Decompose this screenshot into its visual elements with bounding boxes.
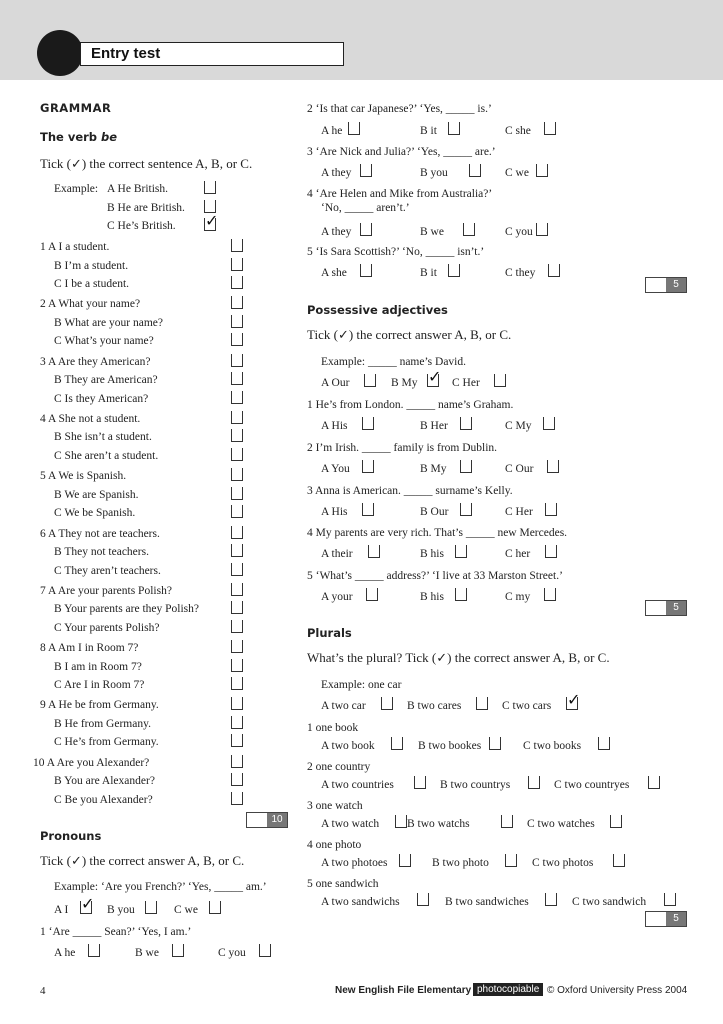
option-c: C we	[505, 167, 529, 179]
score-value: 10	[267, 813, 287, 827]
verb-be-option: B You are Alexander?	[54, 775, 155, 788]
answer-box[interactable]	[231, 601, 243, 614]
option-c: C we	[174, 904, 198, 916]
option-a: A two sandwichs	[321, 896, 400, 908]
question-text: 1 He’s from London. _____ name’s Graham.	[307, 399, 514, 411]
answer-box[interactable]	[360, 264, 372, 277]
option-c: C two photos	[532, 857, 594, 869]
verb-be-option: B I am in Room 7?	[54, 660, 142, 673]
verb-be-option: 5 A We is Spanish.	[40, 470, 127, 483]
score-value: 5	[666, 912, 686, 926]
option-b: B My	[391, 377, 418, 389]
option-a: A His	[321, 506, 348, 518]
answer-box[interactable]	[414, 776, 426, 789]
option-a: A two watch	[321, 818, 380, 830]
title-box	[80, 42, 344, 66]
answer-box[interactable]	[231, 354, 243, 367]
answer-box[interactable]	[231, 468, 243, 481]
answer-box[interactable]	[231, 429, 243, 442]
verb-be-option: B She isn’t a student.	[54, 431, 152, 444]
answer-box[interactable]	[460, 417, 472, 430]
answer-box[interactable]	[476, 697, 488, 710]
answer-box[interactable]	[460, 460, 472, 473]
answer-box[interactable]	[547, 460, 559, 473]
option-a: A Our	[321, 377, 350, 389]
answer-box[interactable]	[489, 737, 501, 750]
option-a: A I	[54, 904, 69, 916]
verb-be-option: 10 A Are you Alexander?	[33, 756, 150, 769]
question-text: 5 one sandwich	[307, 878, 379, 890]
answer-box[interactable]	[204, 218, 216, 231]
option-b: B you	[420, 167, 448, 179]
answer-box[interactable]	[362, 503, 374, 516]
option-a: A You	[321, 463, 350, 475]
question-text: 2 ‘Is that car Japanese?’ ‘Yes, _____ is.’	[307, 103, 492, 115]
option-a: A she	[321, 267, 347, 279]
option-a: A two car	[321, 700, 366, 712]
answer-box[interactable]	[610, 815, 622, 828]
answer-box[interactable]	[172, 944, 184, 957]
answer-box[interactable]	[664, 893, 676, 906]
example-text: Example: _____ name’s David.	[321, 356, 466, 368]
verb-be-option: B They not teachers.	[54, 546, 149, 558]
question-text: 3 Anna is American. _____ surname’s Kelly.	[307, 485, 513, 497]
answer-box[interactable]	[505, 854, 517, 867]
option-c: C my	[505, 591, 531, 603]
answer-box[interactable]	[88, 944, 100, 957]
option-c: C two books	[523, 740, 582, 752]
answer-box[interactable]	[544, 588, 556, 601]
score-box	[645, 911, 687, 927]
answer-box[interactable]	[231, 563, 243, 576]
answer-box[interactable]	[613, 854, 625, 867]
verb-be-option: B He from Germany.	[54, 717, 151, 730]
option-b: B My	[420, 463, 447, 475]
photocopiable-label: photocopiable	[473, 983, 543, 996]
option-c: C two countryes	[554, 779, 630, 791]
option-b: B it	[420, 267, 437, 279]
answer-box[interactable]	[231, 315, 243, 328]
answer-box[interactable]	[231, 773, 243, 786]
question-text: 3 one watch	[307, 800, 363, 812]
verb-be-option: 3 A Are they American?	[40, 355, 151, 368]
option-b: B you	[107, 904, 135, 916]
verb-be-option: C Is they American?	[54, 392, 149, 405]
answer-box[interactable]	[417, 893, 429, 906]
answer-box[interactable]	[545, 503, 557, 516]
answer-box[interactable]	[528, 776, 540, 789]
option-b: B two bookes	[418, 740, 482, 752]
answer-box[interactable]	[231, 526, 243, 539]
verb-be-option: 7 A Are your parents Polish?	[40, 584, 172, 597]
answer-box[interactable]	[231, 659, 243, 672]
footer-book-title: New English File Elementary	[335, 985, 472, 996]
answer-box[interactable]	[536, 164, 548, 177]
answer-box[interactable]	[231, 372, 243, 385]
answer-box[interactable]	[364, 374, 376, 387]
verb-be-option: C He’s from Germany.	[54, 736, 159, 749]
option-a: A two photoes	[321, 857, 388, 869]
option-b: B two photo	[432, 857, 489, 869]
option-b: B we	[420, 226, 444, 238]
answer-box[interactable]	[448, 122, 460, 135]
option-a: A they	[321, 167, 352, 179]
answer-box[interactable]	[348, 122, 360, 135]
plurals-instruction: What’s the plural? Tick (✓) the correct answer A, B, or C.	[307, 650, 610, 665]
option-b: B two sandwiches	[445, 896, 529, 908]
option-b: B his	[420, 591, 444, 603]
option-c: C My	[505, 420, 532, 432]
verb-be-option: B I’m a student.	[54, 259, 129, 272]
answer-box[interactable]	[231, 391, 243, 404]
answer-box[interactable]	[231, 505, 243, 518]
verb-be-option: C We be Spanish.	[54, 507, 136, 520]
answer-box[interactable]	[231, 716, 243, 729]
answer-box[interactable]	[231, 258, 243, 271]
score-box	[246, 812, 288, 828]
answer-box[interactable]	[566, 697, 578, 710]
verb-be-option: 9 A He be from Germany.	[40, 699, 159, 712]
plurals-subheading: Plurals	[307, 626, 352, 640]
option-b: B two cares	[407, 700, 462, 712]
answer-box[interactable]	[368, 545, 380, 558]
question-text-cont: ‘No, _____ aren’t.’	[321, 202, 410, 214]
pronouns-subheading: Pronouns	[40, 829, 102, 843]
answer-box[interactable]	[360, 223, 372, 236]
answer-box[interactable]	[427, 374, 439, 387]
header-band	[0, 0, 723, 80]
verb-be-option: 4 A She not a student.	[40, 412, 141, 425]
answer-box[interactable]	[501, 815, 513, 828]
page-title: Entry test	[91, 45, 161, 62]
example-b: B He are British.	[107, 202, 185, 214]
page-number: 4	[40, 985, 46, 997]
option-b: B Her	[420, 420, 448, 432]
answer-box[interactable]	[455, 588, 467, 601]
answer-box[interactable]	[494, 374, 506, 387]
verb-be-option: C They aren’t teachers.	[54, 564, 161, 577]
answer-box[interactable]	[231, 620, 243, 633]
answer-box[interactable]	[80, 901, 92, 914]
answer-box[interactable]	[231, 544, 243, 557]
question-text: 4 My parents are very rich. That’s _____ new Mercedes.	[307, 527, 568, 539]
answer-box[interactable]	[391, 737, 403, 750]
answer-box[interactable]	[204, 181, 216, 194]
pronouns-instruction: Tick (✓) the correct answer A, B, or C.	[40, 853, 245, 868]
answer-box[interactable]	[545, 545, 557, 558]
answer-box[interactable]	[399, 854, 411, 867]
option-a: A they	[321, 226, 352, 238]
question-text: 1 one book	[307, 722, 359, 734]
verb-be-option: C Be you Alexander?	[54, 793, 153, 806]
option-c: C Her	[452, 377, 480, 389]
question-text: 4 ‘Are Helen and Mike from Australia?’	[307, 188, 493, 200]
answer-box[interactable]	[231, 239, 243, 252]
answer-box[interactable]	[548, 264, 560, 277]
example-a: A He British.	[107, 183, 169, 195]
option-a: A he	[321, 125, 343, 137]
example-label: Example:	[54, 183, 99, 195]
option-a: A His	[321, 420, 348, 432]
verb-be-option: C I be a student.	[54, 278, 130, 290]
verb-be-option: C Are I in Room 7?	[54, 679, 145, 692]
option-b: B it	[420, 125, 437, 137]
answer-box[interactable]	[231, 755, 243, 768]
copyright: © Oxford University Press 2004	[547, 985, 688, 996]
option-b: B we	[135, 947, 159, 959]
option-b: B Our	[420, 506, 449, 518]
answer-box[interactable]	[231, 448, 243, 461]
verb-be-option: C Your parents Polish?	[54, 621, 160, 634]
option-a: A their	[321, 548, 353, 560]
option-c: C her	[505, 548, 531, 560]
answer-box[interactable]	[545, 893, 557, 906]
question-text: 5 ‘What’s _____ address?’ ‘I live at 33 Marston Street.’	[307, 570, 563, 582]
option-c: C she	[505, 125, 531, 137]
answer-box[interactable]	[469, 164, 481, 177]
option-c: C Her	[505, 506, 533, 518]
answer-box[interactable]	[455, 545, 467, 558]
option-a: A two countries	[321, 779, 394, 791]
answer-box[interactable]	[259, 944, 271, 957]
answer-box[interactable]	[395, 815, 407, 828]
verb-be-option: 2 A What your name?	[40, 298, 141, 311]
answer-box[interactable]	[231, 333, 243, 346]
answer-box[interactable]	[231, 583, 243, 596]
option-b: B his	[420, 548, 444, 560]
option-b: B two watchs	[407, 818, 470, 830]
example-text: Example: one car	[321, 679, 402, 691]
grammar-heading: GRAMMAR	[40, 101, 112, 115]
answer-box[interactable]	[381, 697, 393, 710]
question-text: 2 one country	[307, 761, 371, 773]
possessive-instruction: Tick (✓) the correct answer A, B, or C.	[307, 327, 512, 342]
question-text: 5 ‘Is Sara Scottish?’ ‘No, _____ isn’t.’	[307, 246, 485, 258]
answer-box[interactable]	[463, 223, 475, 236]
answer-box[interactable]	[231, 677, 243, 690]
example-c: C He’s British.	[107, 220, 176, 232]
verb-be-subheading: The verb be	[40, 130, 118, 144]
option-a: A two book	[321, 740, 375, 752]
answer-box[interactable]	[231, 411, 243, 424]
option-a: A your	[321, 591, 353, 603]
score-box	[645, 277, 687, 293]
answer-box[interactable]	[536, 223, 548, 236]
answer-box[interactable]	[231, 296, 243, 309]
question-text: 4 one photo	[307, 839, 362, 851]
option-b: B two countrys	[440, 779, 511, 791]
answer-box[interactable]	[360, 164, 372, 177]
verb-be-option: 6 A They not are teachers.	[40, 527, 160, 540]
score-value: 5	[666, 278, 686, 292]
answer-box[interactable]	[231, 734, 243, 747]
verb-be-option: B We are Spanish.	[54, 488, 139, 501]
possessive-subheading: Possessive adjectives	[307, 303, 448, 317]
question-text: 2 I’m Irish. _____ family is from Dublin.	[307, 442, 498, 454]
answer-box[interactable]	[231, 487, 243, 500]
answer-box[interactable]	[598, 737, 610, 750]
answer-box[interactable]	[448, 264, 460, 277]
question-text: 1 ‘Are _____ Sean?’ ‘Yes, I am.’	[40, 926, 192, 938]
verb-be-option: B Your parents are they Polish?	[54, 603, 200, 616]
verb-be-option: C She aren’t a student.	[54, 449, 159, 462]
verb-be-option: C What’s your name?	[54, 335, 154, 348]
answer-box[interactable]	[231, 276, 243, 289]
verb-be-option: 8 A Am I in Room 7?	[40, 642, 139, 655]
option-c: C two sandwich	[572, 896, 647, 908]
option-c: C two watches	[527, 818, 595, 830]
verb-be-option: B What are your name?	[54, 316, 163, 329]
score-box	[645, 600, 687, 616]
answer-box[interactable]	[362, 417, 374, 430]
answer-box[interactable]	[209, 901, 221, 914]
answer-box[interactable]	[362, 460, 374, 473]
option-c: C you	[218, 947, 246, 959]
verb-be-option: 1 A I a student.	[40, 241, 110, 253]
header-circle	[37, 30, 83, 76]
option-c: C you	[505, 226, 533, 238]
answer-box[interactable]	[460, 503, 472, 516]
score-value: 5	[666, 601, 686, 615]
answer-box[interactable]	[231, 792, 243, 805]
answer-box[interactable]	[145, 901, 157, 914]
option-c: C two cars	[502, 700, 552, 712]
answer-box[interactable]	[231, 640, 243, 653]
answer-box[interactable]	[648, 776, 660, 789]
option-c: C they	[505, 267, 536, 279]
question-text: 3 ‘Are Nick and Julia?’ ‘Yes, _____ are.’	[307, 146, 496, 158]
verb-be-option: B They are American?	[54, 374, 158, 387]
answer-box[interactable]	[543, 417, 555, 430]
example-text: Example: ‘Are you French?’ ‘Yes, _____ am.’	[54, 881, 267, 893]
option-c: C Our	[505, 463, 534, 475]
verb-be-instruction: Tick (✓) the correct sentence A, B, or C.	[40, 156, 253, 171]
option-a: A he	[54, 947, 76, 959]
answer-box[interactable]	[231, 697, 243, 710]
answer-box[interactable]	[544, 122, 556, 135]
answer-box[interactable]	[366, 588, 378, 601]
